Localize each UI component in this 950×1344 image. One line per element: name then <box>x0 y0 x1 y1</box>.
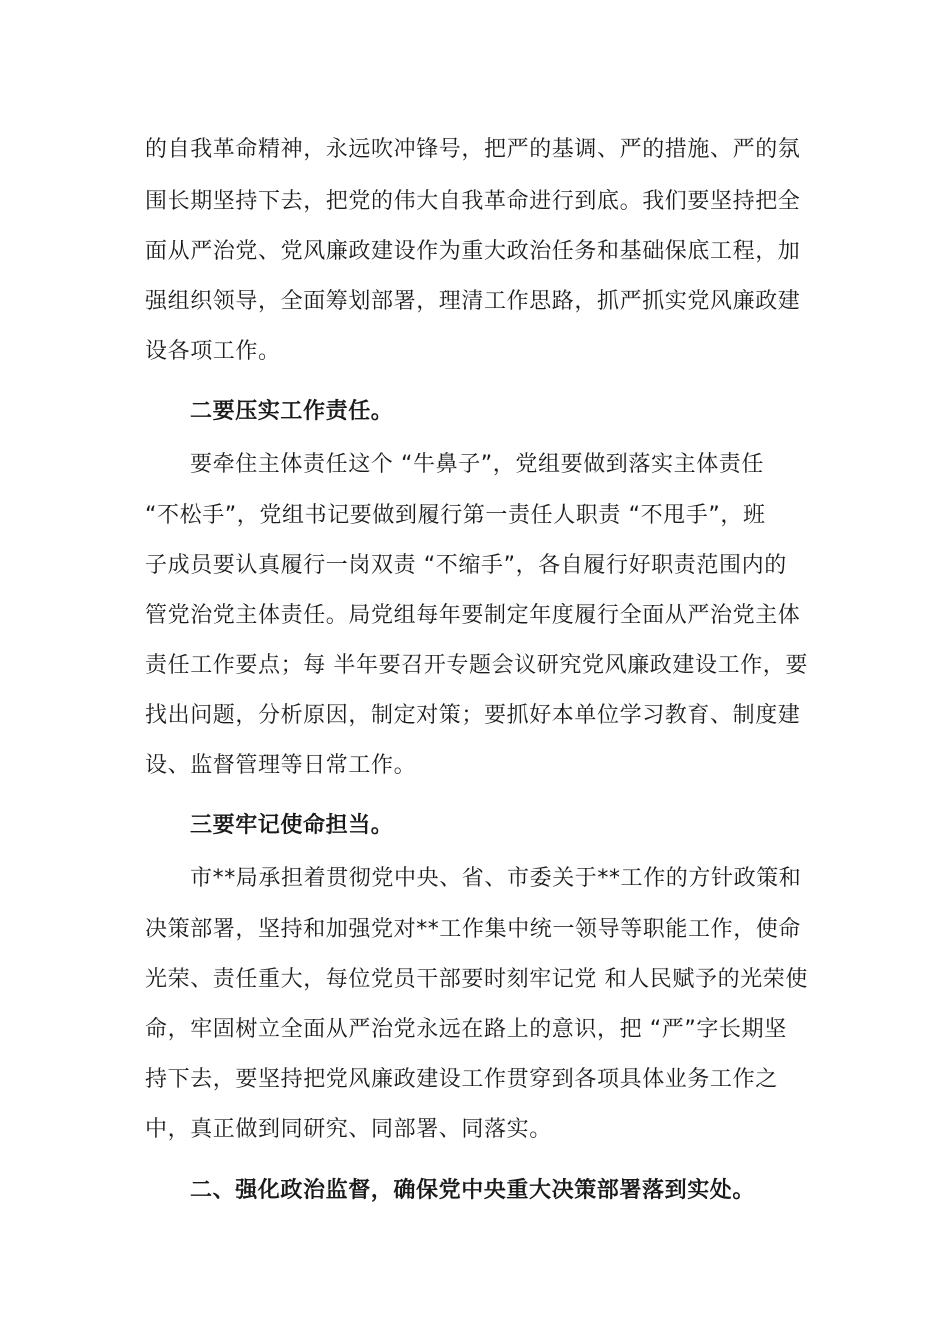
paragraph-line: 的自我革命精神，永远吹冲锋号，把严的基调、严的措施、严的氛 <box>145 137 801 162</box>
paragraph-line: 中，真正做到同研究、同部署、同落实。 <box>145 1117 552 1142</box>
paragraph-line: 持下去，要坚持把党风廉政建设工作贯穿到各项具体业务工作之 <box>145 1067 778 1092</box>
paragraph-line: 管党治党主体责任。局党组每年要制定年度履行全面从严治党主体 <box>145 603 801 628</box>
paragraph-line: 设各项工作。 <box>145 339 281 364</box>
paragraph-line: 市**局承担着贯彻党中央、省、市委关于**工作的方针政策和 <box>190 866 802 891</box>
paragraph-line: 设、监督管理等日常工作。 <box>145 753 417 778</box>
paragraph-line: 责任工作要点；每 半年要召开专题会议研究党风廉政建设工作，要 <box>145 653 808 678</box>
section-heading: 二要压实工作责任。 <box>190 399 394 424</box>
paragraph-line: 面从严治党、党风廉政建设作为重大政治任务和基础保底工程，加 <box>145 239 801 264</box>
paragraph-line: 要牵住主体责任这个 “牛鼻子”，党组要做到落实主体责任 <box>190 452 764 477</box>
paragraph-line: “不松手”，党组书记要做到履行第一责任人职责 “不甩手”，班 <box>145 503 766 528</box>
paragraph-line: 光荣、责任重大，每位党员干部要时刻牢记党 和人民赋予的光荣使 <box>145 967 808 992</box>
paragraph-line: 子成员要认真履行一岗双责 “不缩手”，各自履行好职责范围内的 <box>145 553 787 578</box>
paragraph-line: 命，牢固树立全面从严治党永远在路上的意识，把 “严”字长期坚 <box>145 1017 787 1042</box>
section-heading: 三要牢记使命担当。 <box>190 813 394 838</box>
paragraph-line: 强组织领导，全面筹划部署，理清工作思路，抓严抓实党风廉政建 <box>145 289 801 314</box>
paragraph-line: 找出问题，分析原因，制定对策；要抓好本单位学习教育、制度建 <box>145 703 801 728</box>
paragraph-line: 决策部署，坚持和加强党对**工作集中统一领导等职能工作，使命 <box>145 917 802 942</box>
paragraph-line: 围长期坚持下去，把党的伟大自我革命进行到底。我们要坚持把全 <box>145 189 801 214</box>
section-heading: 二、强化政治监督，确保党中央重大决策部署落到实处。 <box>190 1178 756 1203</box>
